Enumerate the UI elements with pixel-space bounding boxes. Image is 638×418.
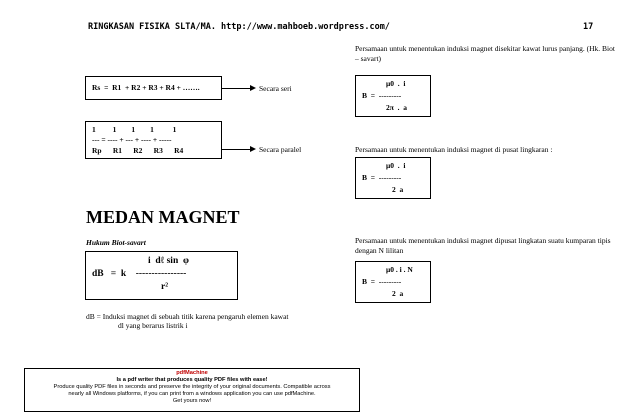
- straight-wire-equation: B = ---------: [362, 91, 402, 100]
- coil-numerator: μ0 . i . N: [386, 265, 413, 274]
- coil-denominator: 2 a: [392, 289, 404, 298]
- biot-savart-numerator: i dℓ sin φ: [148, 256, 189, 266]
- biot-savart-note-line2: dl yang berarus listrik i: [118, 321, 188, 330]
- pdfmachine-brand[interactable]: pdfMachine: [176, 370, 208, 376]
- section-subtitle: Hukum Biot-savart: [86, 238, 146, 247]
- series-label: Secara seri: [259, 84, 292, 93]
- parallel-label: Secara paralel: [259, 145, 302, 154]
- page-header-title: RINGKASAN FISIKA SLTA/MA. http://www.mahboeb.wordpress.com/: [88, 22, 390, 32]
- page-number: 17: [583, 22, 594, 32]
- loop-center-numerator: μ0 . i: [386, 161, 406, 170]
- footer-line3: nearly all Windows platforms, if you can print from a windows application you can use pdfMachine.: [68, 391, 316, 398]
- straight-wire-description: Persamaan untuk menentukan induksi magnet disekitar kawat lurus panjang. (Hk. Biot – savart): [355, 44, 615, 63]
- loop-center-denominator: 2 a: [392, 185, 404, 194]
- straight-wire-formula-box: [355, 75, 431, 117]
- biot-savart-note-line1: dB = Induksi magnet di sebuah titik karena pengaruh elemen kawat: [86, 312, 289, 321]
- parallel-formula-numerators: 1 1 1 1 1: [92, 125, 177, 134]
- series-arrow-head: [250, 85, 256, 91]
- series-formula: Rs = R1 + R2 + R3 + R4 + …….: [92, 83, 200, 92]
- parallel-arrow-head: [250, 146, 256, 152]
- footer-line2: Produce quality PDF files in seconds and preserve the integrity of your original documents. Compatible across: [53, 384, 331, 391]
- coil-description: Persamaan untuk menentukan induksi magnet dipusat lingkatan suatu kumparan tipis dengan N lilitan: [355, 236, 611, 255]
- parallel-formula-box: [85, 121, 222, 159]
- footer-line1: Is a pdf writer that produces quality PDF files with ease!: [116, 377, 268, 384]
- footer-line4: Get yours now!: [172, 398, 212, 405]
- biot-savart-formula-box: [85, 251, 238, 300]
- loop-center-description: Persamaan untuk menentukan induksi magnet di pusat lingkaran :: [355, 145, 553, 154]
- coil-formula-box: [355, 261, 431, 303]
- coil-equation: B = ---------: [362, 277, 402, 286]
- parallel-arrow-line: [221, 149, 251, 150]
- biot-savart-equation: dB = k ----------------: [92, 269, 187, 279]
- loop-center-formula-box: [355, 157, 431, 199]
- series-formula-box: [85, 76, 222, 100]
- straight-wire-denominator: 2π . a: [386, 103, 407, 112]
- parallel-formula-denominators: Rp R1 R2 R3 R4: [92, 146, 184, 155]
- series-arrow-line: [221, 88, 251, 89]
- section-title: MEDAN MAGNET: [86, 207, 240, 227]
- straight-wire-numerator: μ0 . i: [386, 79, 406, 88]
- loop-center-equation: B = ---------: [362, 173, 402, 182]
- parallel-formula-fraction-bars: --- = ---- + --- + ---- + -----: [92, 135, 172, 144]
- pdfmachine-footer: [24, 368, 360, 412]
- biot-savart-denominator: r²: [161, 282, 169, 292]
